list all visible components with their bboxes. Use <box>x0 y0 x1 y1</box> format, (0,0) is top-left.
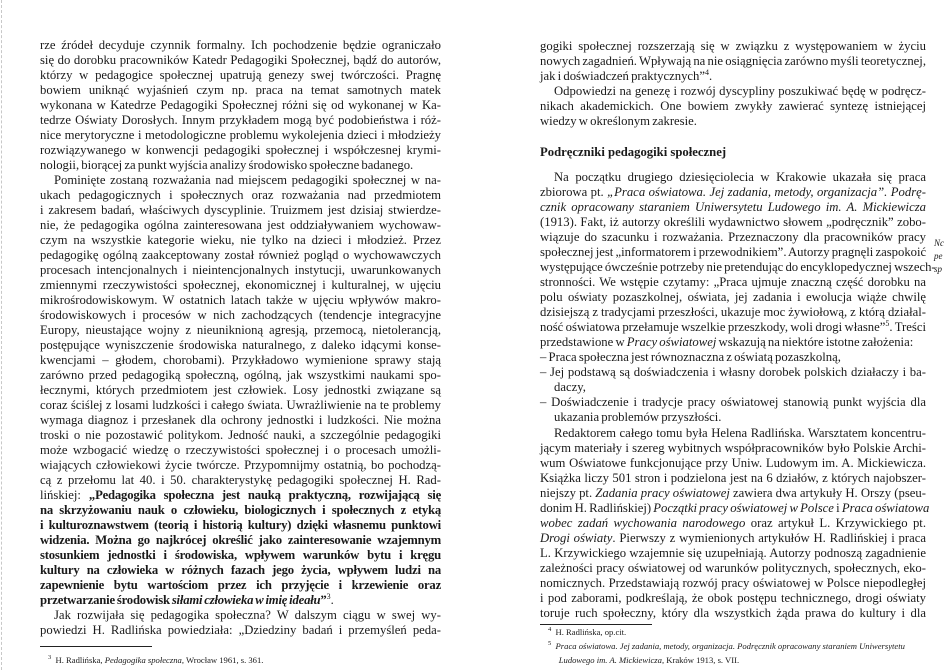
text-line: i zakresem badań, właściwych dyscyplinie. Truizmem jest dzisiaj stwierdze- <box>40 203 441 217</box>
text-line: powiedzi H. Radlińska powiedziała: „Dziedziny badań i przemyśleń peda- <box>40 623 441 637</box>
text-run: zapewnienie bytu wartościom przez ich przyjęcie i krzewienie oraz <box>40 578 441 592</box>
text-line: występujące ówcześnie potrzeby nie pretendując do encyklopedycznej wszech- <box>540 260 936 274</box>
list-item-line: ukazania problemów przyszłości. <box>554 410 722 424</box>
text-run: jak i doświadczeń praktycznych” <box>540 69 706 83</box>
footnote-ref: 3 <box>48 654 52 661</box>
text-line <box>540 486 926 501</box>
text-line: środowiskowych i procesów w nich zachodzących (tendencje integracyjne <box>40 308 441 322</box>
text-line: Książka liczy 501 stron i podzielona jest na 6 działów, z których najobszer- <box>540 471 926 485</box>
text-line <box>540 320 926 335</box>
text-line: tedrze Oświaty Dorosłych. Innym przykładem mogą być podobieństwa i róż- <box>40 113 441 127</box>
right-footnotes <box>548 625 905 667</box>
text-run: Zadania pracy oświatowej <box>595 486 730 500</box>
text-run: wobec zadań wychowania narodowego <box>540 516 746 530</box>
footnote-ref: 5 <box>548 640 552 647</box>
text-line <box>540 516 926 531</box>
text-run: . Treści <box>889 320 926 334</box>
page-edge-left <box>1 0 2 670</box>
margin-note-line: pe <box>934 251 943 261</box>
text-line <box>40 488 441 503</box>
text-line <box>40 518 441 533</box>
text-line: czym na wszystkie kategorie wieku, nie tylko na dzieci i młodzież. Przez <box>40 233 441 247</box>
text-run: na skrzyżowaniu nauk o człowieku, biologicznych i społecznych z etyką <box>40 503 441 517</box>
text-run: oraz artykuł L. Krzywickiego pt. <box>745 516 927 530</box>
text-line: się do dorobku pracowników Katedr Pedagogiki Społecznej, bądź do autorów, <box>40 53 441 67</box>
text-run: „Pedagogika społeczna jest nauką praktyczną, rozwijającą się <box>88 488 441 502</box>
text-line: wum Oświatowe funkcjonujące przy Uniw. Ludowym im. A. Mickiewicza. <box>540 456 926 470</box>
text-line: jącym materiały i szereg wybitnych współpracowników było Polskie Archi- <box>540 441 926 455</box>
text-line: zmiennymi rzeczywistości społecznej, ekonomicznej i kulturalnej, w ujęciu <box>40 278 441 292</box>
text-line: zależności pracy oświatowej od warunków politycznych, społecznych, eko- <box>540 561 926 575</box>
list-item-line: daczy, <box>554 380 586 394</box>
text-run: i kulturoznawstwem (teorią i historią kultury) dzięki własnemu punktowi <box>40 518 441 532</box>
text-run: donim H. Radlińskiej) <box>540 501 654 515</box>
text-run: Pedagogika społeczna <box>104 655 182 665</box>
text-line <box>540 69 926 84</box>
text-run <box>548 655 559 665</box>
text-run: H. Radlińska, <box>51 655 105 665</box>
right-page-bottom <box>540 426 930 621</box>
text-line: wiających człowiekowi życie twórcze. Przypomnijmy ostatnią, bo pochodzą- <box>40 458 441 472</box>
text-run: . <box>709 69 713 83</box>
text-line: i pod zaborami, podkreślają, że obok postępu technicznego, drogi oświaty <box>540 591 926 605</box>
text-line <box>40 533 441 548</box>
text-line: coraz ściślej z losami ludzkości i całego świata. Uwrażliwienie na te problemy <box>40 398 441 412</box>
footnote-line <box>548 653 905 667</box>
text-line: łecznymi, których przedmiotem jest człowiek. Losy jednostki związane są <box>40 383 441 397</box>
text-run: niejszy pt. <box>540 486 596 500</box>
text-run: Drogi oświaty <box>540 531 613 545</box>
text-line: nie, że pedagogika ogólna zainteresowana jest oddziaływaniem wychowaw- <box>40 218 441 232</box>
text-line: pedagogikę ogólną zaakceptowany został również pogląd o wychowawczych <box>40 248 441 262</box>
section-heading: Podręczniki pedagogiki społecznej <box>540 145 727 159</box>
text-line: wykonana w Katedrze Pedagogiki Społecznej różni się od wykonanej w Ka- <box>40 98 441 112</box>
text-line: nikach akademickich. One bowiem zwykły zawierać syntezę istniejącej <box>540 99 926 113</box>
list-item-line: – Praca społeczna jest równoznaczna z oświatą pozaszkolną, <box>540 350 841 364</box>
text-run: zbiorowa pt. <box>540 185 608 199</box>
text-line: toruje ruch społeczny, który dla wszystkich żąda prawa do kultury i dla <box>540 606 926 620</box>
text-run: Początki pracy oświatowej w Polsce <box>653 501 834 515</box>
text-run: cznik opracowany staraniem Uniwersytetu Ludowego im. A. Mickiewicza <box>540 200 926 214</box>
text-line: nowych zagadnień. Wpływają na nie osiągnięcia zarówno myśli teoretycznej, <box>540 54 926 68</box>
text-run: ” <box>320 593 327 607</box>
text-run: „Praca oświatowa. Jej zadania, metody, organizacja”. Podrę- <box>607 185 926 199</box>
text-line: rze źródeł decyduje czynnik formalny. Ich pochodzenie będzie ograniczało <box>40 38 441 52</box>
text-line: Jak rozwijała się pedagogika społeczna? W dalszym ciągu w swej wy- <box>54 608 441 622</box>
text-line: ukach pedagogicznych i społecznych oraz rozważania nad przedmiotem <box>40 188 441 202</box>
text-line <box>540 531 926 546</box>
text-line: mikrośrodowiskowym. W ostatnich latach także w ujęciu wpływów makro- <box>40 293 441 307</box>
text-run: Praca oświatowa <box>841 501 930 515</box>
text-line <box>40 503 441 518</box>
text-line: kwencjami – głodem, chorobami). Przykładowo wymienione sprawy stają <box>40 353 441 367</box>
right-page-middle <box>540 170 936 425</box>
text-line: bowiem uniknąć wyjaśnień czym np. praca na temat samotnych matek <box>40 83 441 97</box>
text-run: zawiera dwa artykuły H. Orszy (pseu- <box>729 486 926 500</box>
right-page-intro <box>540 39 926 129</box>
text-run: widzenia. Można go najkrócej określić jako zainteresowanie wzajemnym <box>40 533 441 547</box>
text-line: cą z przełomu lat 40. i 50. charakterystykę pedagogiki społecznej H. Rad- <box>40 473 441 487</box>
text-run: i <box>833 501 842 515</box>
text-line: społecznej jest „informatorem i przewodnikiem”. Autorzy pragnęli zaspokoić <box>540 245 927 259</box>
text-run: wskazują na niektóre istotne założenia: <box>716 335 914 349</box>
text-line: Odpowiedzi na genezę i rozwój dyscypliny poszukiwać będę w podręcz- <box>554 84 926 98</box>
text-line: zarówno przed pedagogiką społeczną, ogólną, jak wszystkimi naukami spo- <box>40 368 441 382</box>
text-line: troski o nie pozostawić politykom. Jedność nauki, a szczególnie pedagogiki <box>40 428 441 442</box>
text-run: . <box>330 593 334 607</box>
text-run: , Wrocław 1961, s. 361. <box>181 655 264 665</box>
text-run: siłami człowieka w imię ideału <box>171 593 321 607</box>
text-line: Redaktorem całego tomu była Helena Radlińska. Warsztatem koncentru- <box>554 426 926 440</box>
text-line: nomicznych. Przedstawiają rozwój pracy oświatowej w Polsce niepodległej <box>540 576 926 590</box>
text-line: może wzbogacić wiedzę o rzeczywistości społecznej i o procesach umożli- <box>40 443 441 457</box>
footnote-ref: 5 <box>885 319 890 328</box>
footnote-ref: 4 <box>705 68 710 77</box>
text-line: Na początku drugiego dziesięciolecia w Krakowie ukazała się praca <box>554 170 926 184</box>
text-line <box>40 563 441 578</box>
text-run: , Kraków 1913, s. VII. <box>661 655 740 665</box>
text-line: polu oświaty pozaszkolnej, oświata, jej zadania i ewolucja wiąże chwilę <box>540 290 926 304</box>
text-line <box>540 185 926 200</box>
text-run: H. Radlińska, op.cit. <box>551 627 627 637</box>
text-line: Europy, nieustające wojny z nieuniknioną agresją, przemocą, nietolerancją, <box>40 323 441 337</box>
text-line: rozwiązywanego w konwencji pedagogiki społecznej i współczesnej krymi- <box>40 143 441 157</box>
text-line: dzisiejszą z tradycjami przeszłości, ukazuje moc żywiołową, z którą działal- <box>540 305 926 319</box>
text-run: . Pierwszy z wymienionych artykułów H. Radlińskiej i praca <box>612 531 926 545</box>
text-line: (1913). Fakt, iż autorzy określili wydawnictwo słowem „podręcznik” zobo- <box>540 215 926 229</box>
margin-note-line: Nc <box>934 238 944 248</box>
text-line <box>540 200 926 215</box>
text-line: którzy w pedagogice społecznej upatrują genezy swej twórczości. Pragnę <box>40 68 441 82</box>
footnote-ref: 4 <box>548 626 552 633</box>
text-run: kultury na człowieka w różnych fazach jego życia, wpływem ludzi na <box>40 563 441 577</box>
text-line <box>40 593 441 608</box>
text-run: przetwarzanie środowisk <box>40 593 172 607</box>
text-run: Ludowego im. A. Mickiewicza <box>558 655 662 665</box>
text-run: stosunkiem jednostki i środowiska, wpływem warunków bytu i kręgu <box>40 548 441 562</box>
text-run: ność oświatowa przełamuje wszelkie przeszkody, woli drogi własne” <box>540 320 886 334</box>
left-footnotes <box>48 653 263 667</box>
footnote-ref: 3 <box>326 592 331 601</box>
text-line <box>540 335 926 350</box>
text-line: Pominięte zostaną rozważania nad miejscem pedagogiki społecznej w na- <box>54 173 441 187</box>
text-run: przedstawione w <box>540 335 627 349</box>
margin-note <box>934 237 944 276</box>
text-line <box>540 501 930 516</box>
footnote-line <box>548 625 905 639</box>
text-line: wiedzy w określonym zakresie. <box>540 114 697 128</box>
text-line: gogiki społecznej rozszerzają się w związku z występowaniem w życiu <box>540 39 926 53</box>
text-line: L. Krzywickiego wzajemnie się uzupełniają. Autorzy podnoszą zagadnienie <box>540 546 926 560</box>
text-line: postępujące wyniszczenie środowiska naturalnego, z daleko idącymi konse- <box>40 338 441 352</box>
text-line: nice merytoryczne i metodologiczne problemu wykolejenia dzieci i młodzieży <box>40 128 441 142</box>
text-line: stronności. We wstępie czytamy: „Praca ujmuje znaczną część dorobku na <box>540 275 926 289</box>
text-line <box>40 578 441 593</box>
text-line: wiązuje do szacunku i rozważania. Przeznaczony dla pracowników pracy <box>540 230 926 244</box>
list-item-line: – Doświadczenie i tradycje pracy oświatowej stanowią punkt wyjścia dla <box>540 395 926 409</box>
footnote-line <box>48 653 263 667</box>
text-run: Pracy oświatowej <box>626 335 717 349</box>
text-run: lińskiej: <box>40 488 89 502</box>
footnote-line <box>548 639 905 653</box>
text-run: Praca oświatowa. Jej zadania, metody, organizacja. Podręcznik opracowany staraniem Uniwersytetu <box>555 641 905 651</box>
footnote-rule <box>40 646 152 647</box>
text-line: nologii, biorącej za punkt wyjścia analizy środowisko społeczne badanego. <box>40 158 414 172</box>
text-line: procesach intencjonalnych i nieintencjonalnych instytucji, uwarunkowanych <box>40 263 441 277</box>
list-item-line: – Jej podstawą są doświadczenia i własny dorobek polskich działaczy i ba- <box>540 365 926 379</box>
text-line <box>40 548 441 563</box>
text-line: wymaga diagnoz i przesłanek dla ochrony jednostki i ludzkości. Nie można <box>40 413 441 427</box>
margin-note-line: sp <box>934 264 943 274</box>
left-page-body <box>40 38 441 638</box>
